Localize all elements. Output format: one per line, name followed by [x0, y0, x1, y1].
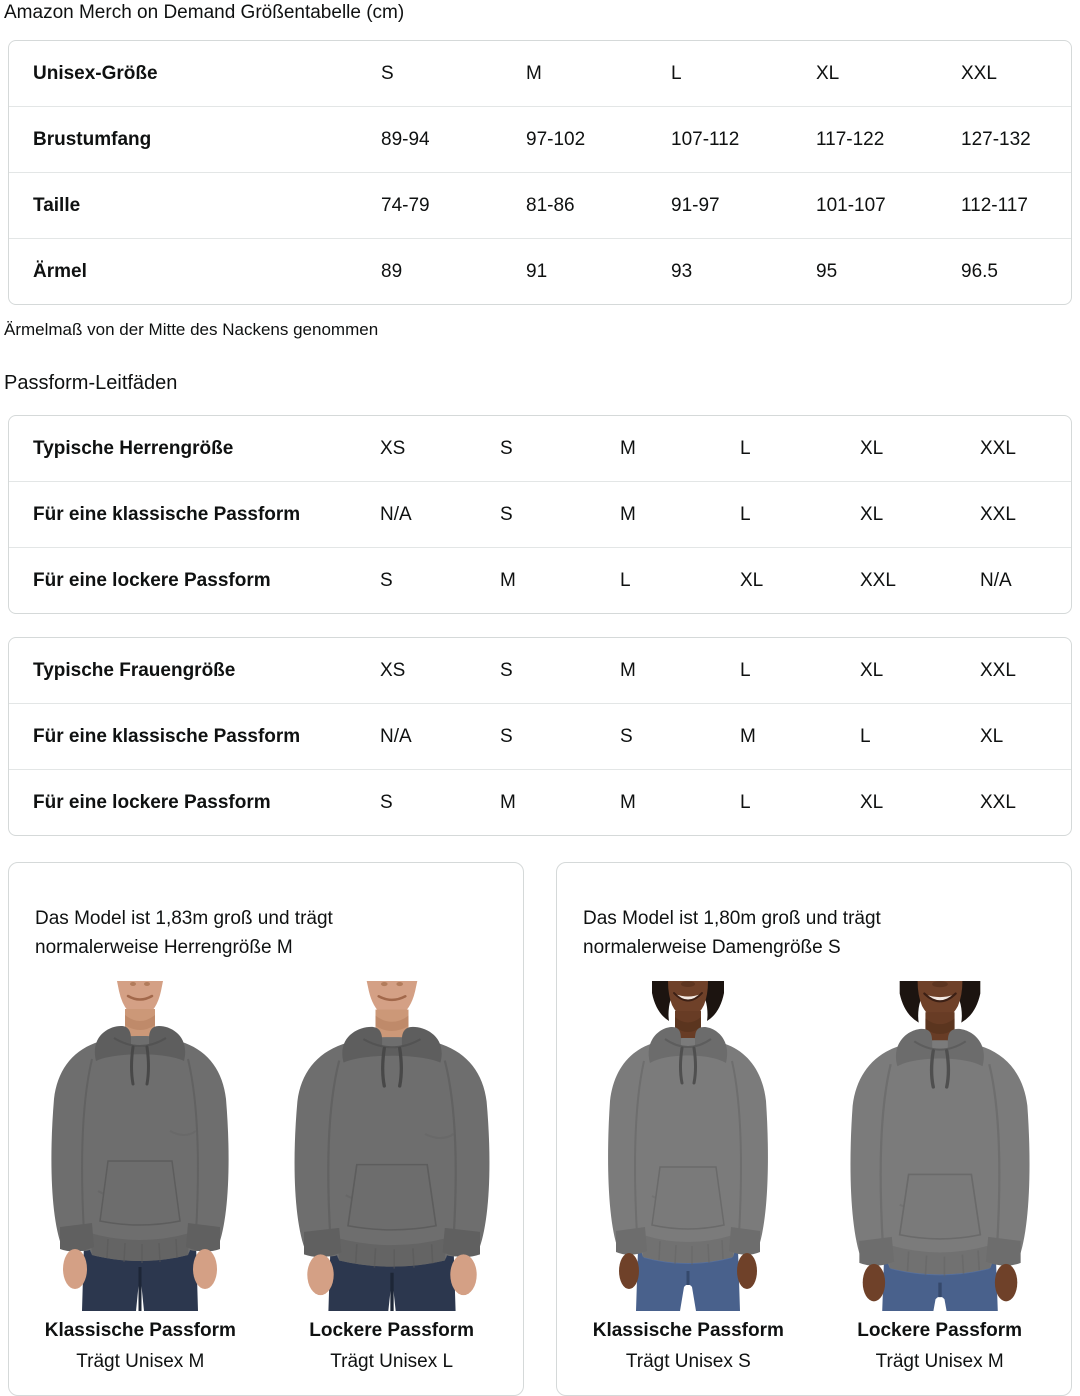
- sleeve-measure-note: Ärmelmaß von der Mitte des Nackens genommen: [4, 320, 379, 339]
- size-caption: Trägt Unisex L: [330, 1351, 454, 1372]
- fit-cell: S: [500, 725, 513, 747]
- fit-cell: M: [620, 659, 636, 681]
- fit-cell: XL: [860, 659, 884, 681]
- row-label: Ärmel: [33, 260, 87, 282]
- fit-cell: S: [500, 437, 513, 459]
- model-figure: [568, 981, 808, 1373]
- page-title: Amazon Merch on Demand Größentabelle (cm): [4, 2, 405, 23]
- measure-cell: 89-94: [381, 128, 430, 150]
- size-caption: Trägt Unisex M: [875, 1351, 1004, 1372]
- model-cards-row: [8, 862, 1072, 1396]
- row-label: Für eine klassische Passform: [33, 503, 301, 525]
- size-caption: Trägt Unisex M: [76, 1351, 205, 1372]
- model-figure: [820, 981, 1060, 1373]
- unisex-size-table: [8, 40, 1072, 305]
- size-cell: L: [671, 62, 682, 84]
- table-row-chest: [9, 106, 1071, 172]
- measure-cell: 127-132: [961, 128, 1031, 150]
- fit-caption: Lockere Passform: [309, 1320, 475, 1341]
- fit-cell: XXL: [980, 791, 1016, 813]
- fit-cell: XS: [380, 659, 406, 681]
- row-label: Taille: [33, 194, 81, 216]
- row-label: Für eine lockere Passform: [33, 791, 271, 813]
- fit-caption: Klassische Passform: [592, 1320, 784, 1341]
- fit-cell: M: [500, 791, 516, 813]
- size-caption: Trägt Unisex S: [625, 1351, 751, 1372]
- fit-cell: XL: [980, 725, 1004, 747]
- row-label: Brustumfang: [33, 128, 152, 150]
- row-label: Typische Frauengröße: [33, 659, 236, 681]
- fit-cell: XXL: [980, 659, 1016, 681]
- fit-cell: S: [500, 659, 513, 681]
- fit-cell: N/A: [980, 569, 1012, 591]
- fit-cell: S: [380, 791, 393, 813]
- womens-fit-table: [8, 637, 1072, 836]
- row-label: Typische Herrengröße: [33, 437, 234, 459]
- fit-cell: S: [380, 569, 393, 591]
- fit-cell: N/A: [380, 725, 412, 747]
- row-label: Für eine klassische Passform: [33, 725, 301, 747]
- female-model-card: [556, 862, 1072, 1396]
- measure-cell: 74-79: [381, 194, 430, 216]
- measure-cell: 96.5: [961, 260, 998, 282]
- fit-cell: L: [740, 659, 751, 681]
- fit-cell: N/A: [380, 503, 412, 525]
- table-row-mens-loose-fit: [9, 547, 1071, 613]
- model-photo-female-classic-fit: [568, 981, 808, 1311]
- fit-cell: L: [740, 437, 751, 459]
- table-row-womens-loose-fit: [9, 769, 1071, 835]
- fit-cell: M: [500, 569, 516, 591]
- fit-cell: XXL: [860, 569, 896, 591]
- table-row-waist: [9, 172, 1071, 238]
- mens-fit-table: [8, 415, 1072, 614]
- table-row-womens-classic-fit: [9, 703, 1071, 769]
- table-row-mens-classic-fit: [9, 481, 1071, 547]
- fit-cell: L: [860, 725, 871, 747]
- fit-cell: XS: [380, 437, 406, 459]
- measure-cell: 95: [816, 260, 838, 282]
- measure-cell: 107-112: [671, 128, 740, 150]
- table-row-sleeve: [9, 238, 1071, 304]
- male-model-card: [8, 862, 524, 1396]
- table-row-typical-mens-size: [9, 416, 1071, 481]
- measure-cell: 81-86: [526, 194, 575, 216]
- model-photo-male-classic-fit: [20, 981, 260, 1311]
- fit-cell: M: [620, 503, 636, 525]
- model-figure: [272, 981, 512, 1373]
- measure-cell: 117-122: [816, 128, 885, 150]
- measure-cell: 91-97: [671, 194, 720, 216]
- table-row-unisex-size: [9, 41, 1071, 106]
- size-cell: M: [526, 62, 542, 84]
- fit-guides-heading: Passform-Leitfäden: [4, 372, 178, 394]
- table-row-typical-womens-size: [9, 638, 1071, 703]
- fit-cell: M: [740, 725, 756, 747]
- row-label: Unisex-Größe: [33, 62, 158, 84]
- fit-cell: L: [740, 503, 751, 525]
- row-label: Für eine lockere Passform: [33, 569, 271, 591]
- fit-cell: XL: [860, 791, 884, 813]
- model-figure: [20, 981, 260, 1373]
- fit-cell: XXL: [980, 503, 1016, 525]
- fit-cell: L: [740, 791, 751, 813]
- fit-cell: L: [620, 569, 631, 591]
- fit-caption: Klassische Passform: [44, 1320, 236, 1341]
- measure-cell: 97-102: [526, 128, 586, 150]
- fit-cell: XL: [860, 503, 884, 525]
- measure-cell: 89: [381, 260, 403, 282]
- model-photo-female-loose-fit: [820, 981, 1060, 1311]
- fit-cell: XL: [860, 437, 884, 459]
- male-figures: [9, 981, 523, 1373]
- size-cell: S: [381, 62, 394, 84]
- size-cell: XXL: [961, 62, 997, 84]
- fit-cell: XXL: [980, 437, 1016, 459]
- female-model-intro: Das Model ist 1,80m groß und trägt normalerweise Damengröße S: [583, 908, 881, 958]
- fit-cell: S: [620, 725, 633, 747]
- female-figures: [557, 981, 1071, 1373]
- measure-cell: 91: [526, 260, 548, 282]
- male-model-intro: Das Model ist 1,83m groß und trägt normalerweise Herrengröße M: [35, 908, 333, 958]
- measure-cell: 93: [671, 260, 693, 282]
- fit-cell: XL: [740, 569, 764, 591]
- fit-cell: S: [500, 503, 513, 525]
- fit-cell: M: [620, 437, 636, 459]
- model-photo-male-loose-fit: [272, 981, 512, 1311]
- size-cell: XL: [816, 62, 840, 84]
- fit-cell: M: [620, 791, 636, 813]
- fit-caption: Lockere Passform: [857, 1320, 1023, 1341]
- measure-cell: 101-107: [816, 194, 886, 216]
- measure-cell: 112-117: [961, 194, 1028, 216]
